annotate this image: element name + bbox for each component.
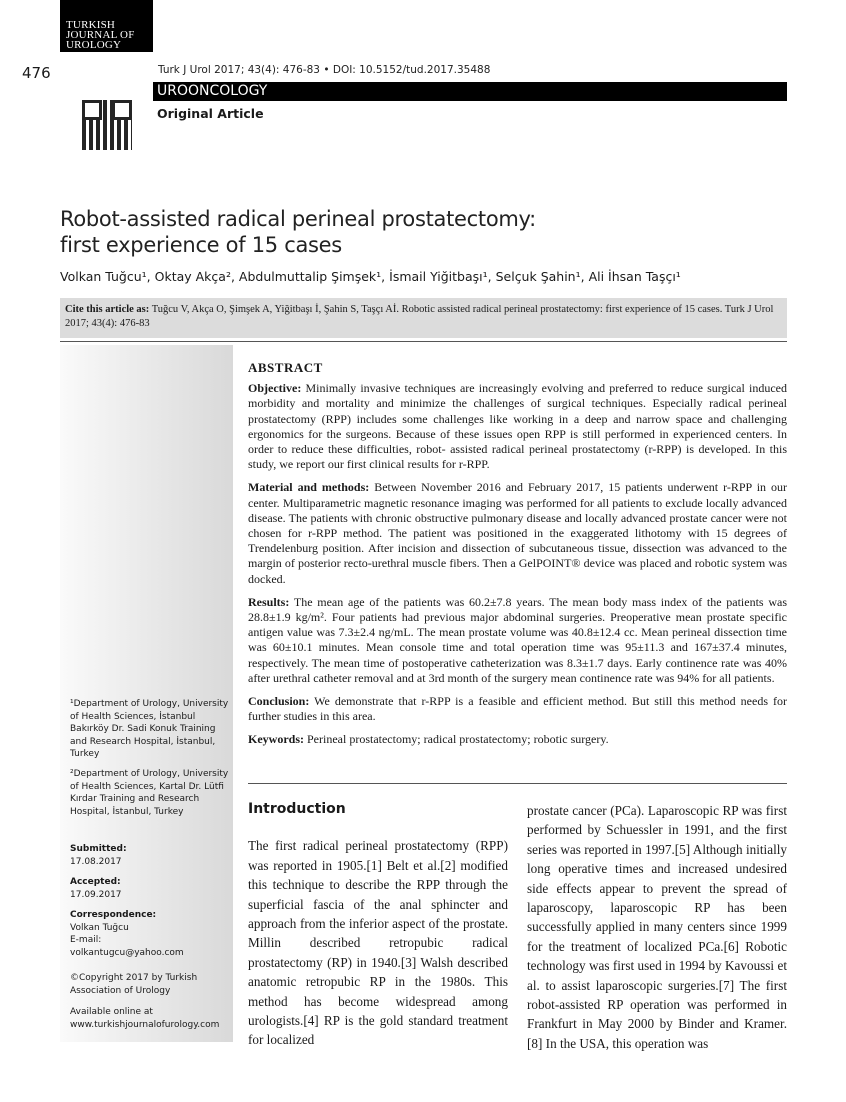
- abstract-results: [248, 595, 787, 686]
- online-label: Available online at: [70, 1007, 153, 1017]
- accepted: [70, 876, 235, 901]
- abstract-heading: ABSTRACT: [248, 360, 323, 375]
- journal-citation: Turk J Urol 2017; 43(4): 476-83 • DOI: 10.5152/tud.2017.35488: [158, 64, 491, 76]
- label: Objective:: [248, 381, 302, 396]
- email-label: E-mail:: [70, 935, 102, 945]
- intro-heading: Introduction: [248, 801, 346, 817]
- text: Between November 2016 and February 2017, 15 patients underwent r-RPP in our center. Multiparametric magnetic resonance imaging was performed for all patients to exclude locally advanced disease. The patients with chronic obstructive pulmonary disease and locally advanced prostate cancer were not chosen for r-RPP method. The patient was positioned in the exaggerated lithotomy with 15 degrees of Trendelenburg position. After incision and dissection of subcutaneous tissue, dissection was advanced to the margin of posterior recto-urethral muscle fibers. Then a GelPOINT® device was placed and robotic system was docked.: [248, 480, 787, 586]
- correspondence: [70, 909, 235, 959]
- label: Keywords:: [248, 732, 304, 747]
- text: Minimally invasive techniques are increasingly evolving and preferred to reduce surgical induced morbidity and mortality and minimize the challenges of surgical techniques. Especially radical perineal prostatectomy (RPP) includes some challenges like working in a deep and narrow space and challenging ergonomics for the surgeons. Because of these issues open RPP is still performed in experienced centers. In order to reduce these difficulties, robot- assisted radical perineal prostatectomy (r-RPP) is developed. In this study, we report our first clinical results for r-RPP.: [248, 381, 787, 472]
- logo-line: TURKISH: [66, 19, 116, 31]
- text: The mean age of the patients was 60.2±7.8 years. The mean body mass index of the patients was 28.8±1.9 kg/m². Four patients had previous major abdominal surgeries. Preoperative mean prostate specific antigen value was 7.3±2.4 ng/mL. The mean prostate volume was 40.8±12.4 cc. Mean perineal dissection time was 60±10.1 minutes. Mean console time and total operation time was 95±11.3 and 167±37.4 minutes, respectively. The mean time of postoperative catheterization was 8.3±1.7 days. Early continence rate was 40% after urethral catheter removal and at 3rd month of the surgery mean continence rate was 94% for all patients.: [248, 594, 787, 685]
- corr-label: Correspondence:: [70, 910, 157, 920]
- affiliation-2: ²Department of Urology, University of Health Sciences, Kartal Dr. Lütfi Kırdar Training and Research Hospital, İstanbul, Turkey: [70, 769, 229, 817]
- text: Perineal prostatectomy; radical prostatectomy; robotic surgery.: [304, 732, 609, 747]
- intro-column-1: [248, 800, 508, 1050]
- cite-text: Tuğcu V, Akça O, Şimşek A, Yiğitbaşı İ, Şahin S, Taşçı Aİ. Robotic assisted radical perineal prostatectomy: first experience of 15 cases. Turk J Urol 2017; 43(4): 476-83: [65, 304, 774, 329]
- accepted-label: Accepted:: [70, 877, 121, 887]
- label: Results:: [248, 594, 290, 609]
- online: [70, 1006, 235, 1031]
- copyright: ©Copyright 2017 by Turkish Association of Urology: [70, 973, 198, 996]
- accepted-date: 17.09.2017: [70, 889, 122, 900]
- logo-line: UROLOGY: [66, 39, 122, 51]
- label: Material and methods:: [248, 480, 370, 495]
- article-type: Original Article: [157, 106, 264, 121]
- text: We demonstrate that r-RPP is a feasible and efficient method. But still this method needs for further studies in this area.: [248, 694, 787, 724]
- page-number: 476: [22, 64, 51, 82]
- cite-label: Cite this article as:: [65, 304, 150, 315]
- authors: Volkan Tuğcu¹, Oktay Akça², Abdulmuttalip Şimşek¹, İsmail Yiğitbaşı¹, Selçuk Şahin¹, Ali İhsan Taşçı¹: [60, 269, 681, 284]
- divider: [60, 341, 787, 342]
- article-title: [60, 206, 536, 258]
- submitted-label: Submitted:: [70, 844, 127, 854]
- intro-text: The first radical perineal prostatectomy (RPP) was reported in 1905.[1] Belt et al.[2] modified this technique to describe the RPP through the superficial fascia of the anal sphincter and approach from the inferior aspect of the prostate. Millin described retropubic radical prostatectomy (RP) in 1940.[3] Walsh described anatomic retropubic RP in the 1980s. This method has become widespread among urologists.[4] RP is the gold standard treatment for localized: [248, 838, 508, 1048]
- divider: [248, 783, 787, 784]
- submitted: [70, 843, 235, 868]
- keywords: [248, 732, 787, 747]
- corr-name: Volkan Tuğcu: [70, 922, 129, 933]
- affiliation-1: ¹Department of Urology, University of Health Sciences, İstanbul Bakırköy Dr. Sadi Konuk Training and Research Hospital, İstanbul, Turkey: [70, 699, 229, 759]
- abstract: [248, 360, 787, 756]
- logo-line: JOURNAL OF: [66, 29, 135, 41]
- section-label: UROONCOLOGY: [153, 82, 787, 101]
- abstract-conclusion: [248, 694, 787, 724]
- title-line: first experience of 15 cases: [60, 233, 342, 257]
- label: Conclusion:: [248, 694, 310, 709]
- submitted-date: 17.08.2017: [70, 856, 122, 867]
- title-line: Robot-assisted radical perineal prostatectomy:: [60, 207, 536, 231]
- abstract-objective: [248, 381, 787, 472]
- qr-code-icon: [82, 100, 132, 150]
- journal-logo: [60, 0, 153, 52]
- cite-box: [60, 298, 787, 338]
- email[interactable]: volkantugcu@yahoo.com: [70, 947, 184, 958]
- intro-column-2: prostate cancer (PCa). Laparoscopic RP was first performed by Schuessler in 1991, and the first series was reported in 1997.[5] Although initially long operative times and increased undesired side effects appear to prevent the spread of laparoscopy, laparoscopic RP has been successfully applied in many centers since 1999 for the treatment of localized PCa.[6] Robotic technology was first used in 1994 by Kavoussi et al. to assist laparoscopic surgeries.[7] The first robot-assisted RP operation was performed in Frankfurt in May 2000 by Binder and Kramer.[8] In the USA, this operation was: [527, 803, 787, 1051]
- online-url[interactable]: www.turkishjournalofurology.com: [70, 1019, 220, 1030]
- abstract-methods: [248, 480, 787, 586]
